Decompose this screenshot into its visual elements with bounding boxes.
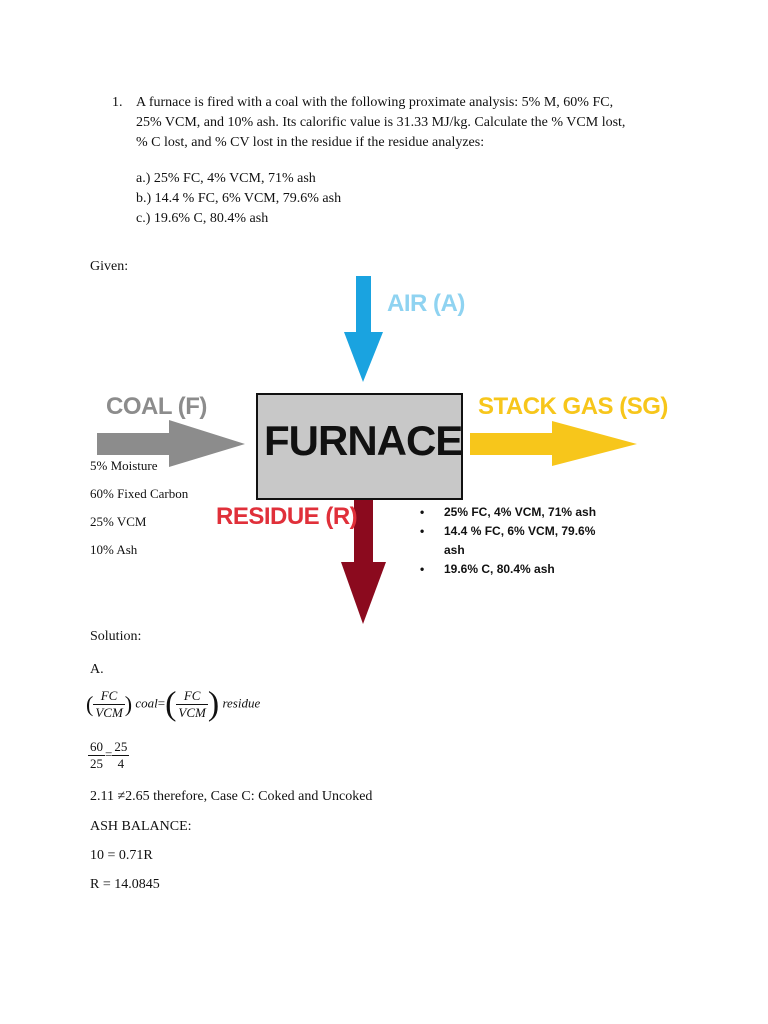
fraction: $\frac{FC}{\text{VCM}}$ [178, 688, 206, 720]
fraction: $\frac{25}{4}$ [114, 739, 128, 771]
list-item: • 14.4 % FC, 6% VCM, 79.6% ash [420, 524, 596, 557]
ash-balance-heading: ASH BALANCE: [90, 819, 192, 834]
coal-ash: 10% Ash [90, 542, 138, 557]
problem-line: A furnace is fired with a coal with the following proximate analysis: 5% M, 60% FC, [136, 95, 614, 110]
choice-a: a.) 25% FC, 4% VCM, 71% ash [136, 171, 316, 186]
choice-b: b.) 14.4 % FC, 6% VCM, 79.6% ash [136, 191, 342, 206]
coal-moisture: 5% Moisture [90, 458, 158, 473]
comparison-line: 2.11 ≠2.65 therefore, Case C: Coked and Uncoked [90, 789, 373, 804]
list-item: • 19.6% C, 80.4% ash [420, 560, 614, 579]
stack-gas-arrow [470, 421, 637, 466]
choice-c: c.) 19.6% C, 80.4% ash [136, 211, 269, 226]
air-arrow [344, 276, 383, 382]
solution-part-a: A. [90, 662, 104, 677]
stack-gas-label: STACK GAS (SG) [478, 393, 668, 420]
bullet-icon: • [420, 505, 425, 519]
problem-number: 1. [112, 95, 123, 110]
equation-values: $\frac{60}{25}$ = $\frac{25}{4}$ [90, 739, 128, 771]
solution-label: Solution: [90, 629, 142, 644]
residue-analysis-list [420, 503, 614, 579]
list-item: • 25% FC, 4% VCM, 71% ash [420, 503, 614, 522]
given-label: Given: [90, 259, 129, 274]
coal-vcm: 25% VCM [90, 514, 147, 529]
ash-balance-equation: 10 = 0.71R [90, 848, 153, 863]
problem-line: % C lost, and % CV lost in the residue if the residue analyzes: [136, 135, 485, 150]
coal-fixed-carbon: 60% Fixed Carbon [90, 486, 189, 501]
equation-ratio: ( $\frac{FC}{\text{VCM}}$ ) coal=( $\frac{FC}{\text{VCM}}$ ) residue [86, 685, 261, 723]
residue-result: R = 14.0845 [90, 877, 160, 892]
problem-line: 25% VCM, and 10% ash. Its calorific value is 31.33 MJ/kg. Calculate the % VCM lost, [136, 115, 626, 130]
air-label: AIR (A) [387, 290, 465, 317]
residue-label: RESIDUE (R) [216, 503, 358, 530]
coal-label: COAL (F) [106, 393, 207, 420]
furnace-label: FURNACE [264, 417, 463, 464]
bullet-icon: • [420, 562, 425, 576]
bullet-icon: • [420, 524, 425, 538]
fraction: $\frac{60}{25}$ [90, 739, 103, 771]
fraction: $\frac{FC}{\text{VCM}}$ [95, 688, 123, 720]
